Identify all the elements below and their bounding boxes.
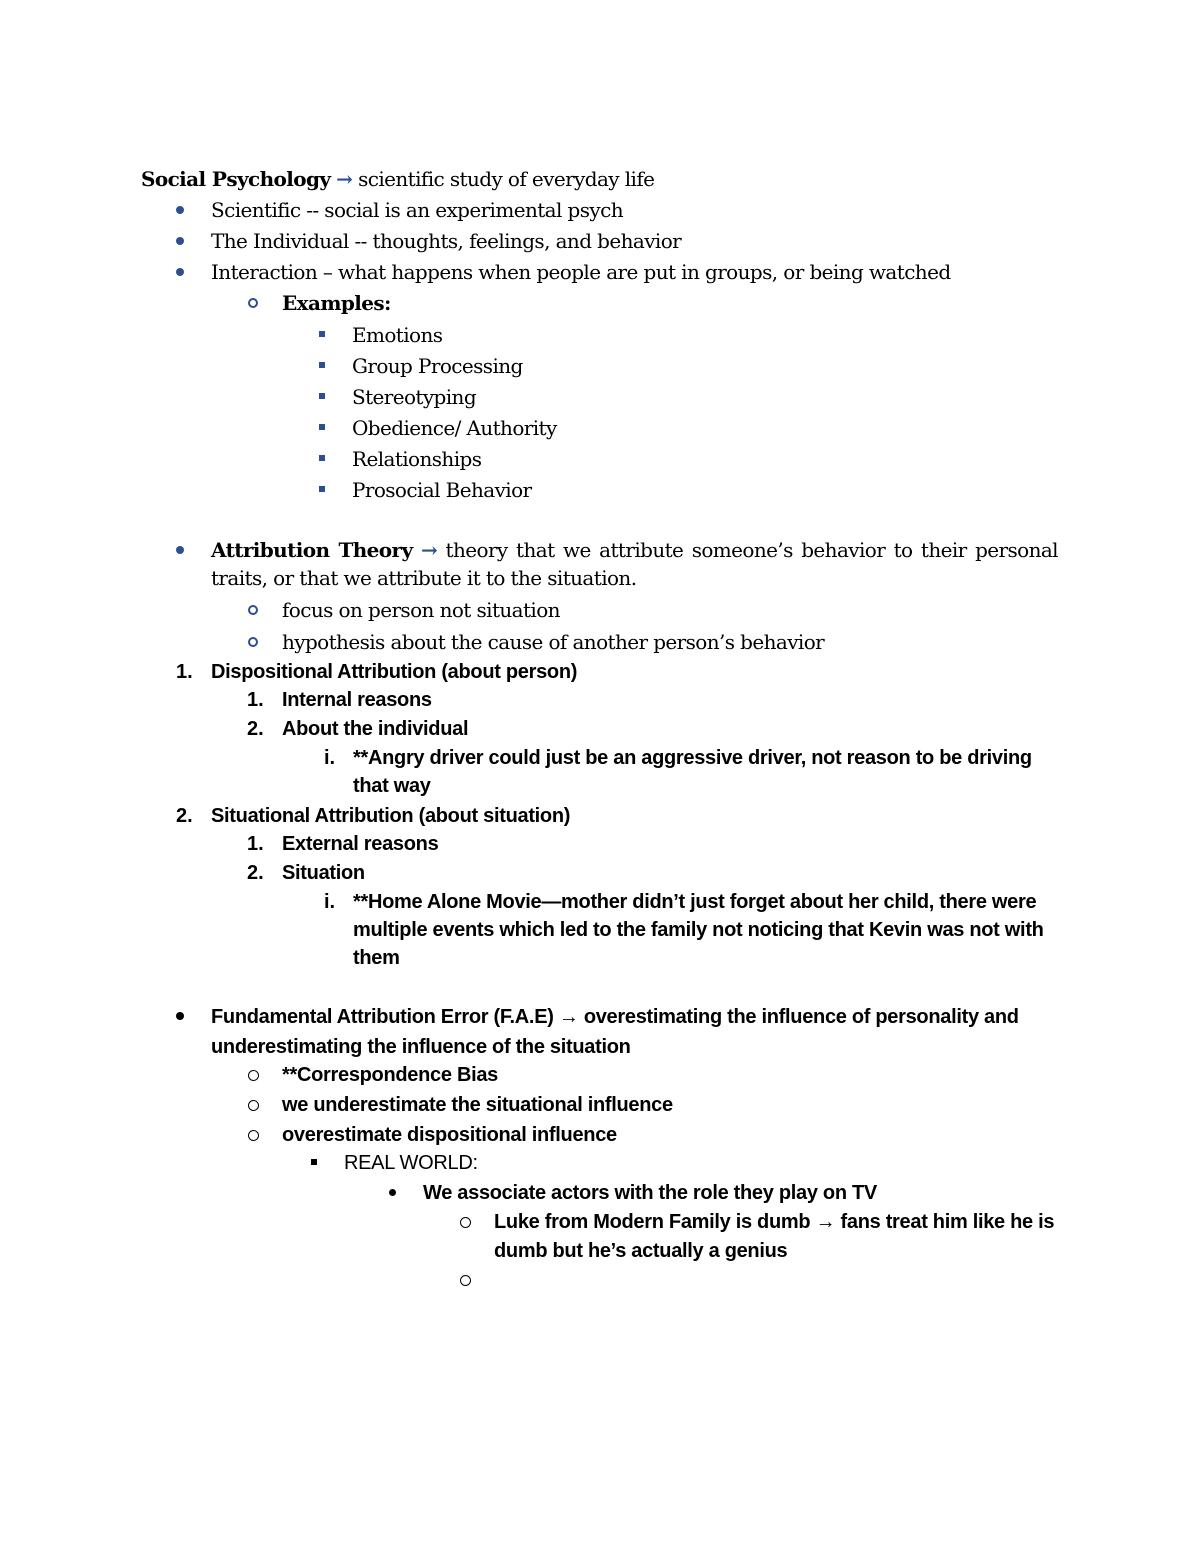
- square-bullet-icon: [319, 393, 325, 399]
- examples-label: Examples:: [282, 291, 391, 315]
- bullet-icon: [176, 237, 184, 245]
- example-text-end: fans treat him like he is dumb but he’s actually a genius: [494, 1211, 1055, 1262]
- square-bullet-icon: [311, 1159, 317, 1165]
- list-number: 1.: [247, 689, 264, 711]
- attribution-paragraph: [211, 536, 1058, 592]
- heading-title: Social Psychology: [141, 167, 331, 191]
- intro-bullet: Interaction – what happens when people are put in groups, or being watched: [211, 260, 951, 284]
- example-item: Emotions: [352, 323, 443, 347]
- example-text-start: Luke from Modern Family is dumb: [494, 1211, 816, 1233]
- square-bullet-icon: [319, 331, 325, 337]
- dispositional-point: Internal reasons: [282, 689, 432, 711]
- bullet-icon: [176, 206, 184, 214]
- square-bullet-icon: [319, 424, 325, 430]
- attribution-subpoint: hypothesis about the cause of another person’s behavior: [282, 630, 825, 654]
- bullet-icon: [389, 1189, 396, 1196]
- example-item: Group Processing: [352, 354, 523, 378]
- list-number: 2.: [247, 718, 264, 740]
- dispositional-example: **Angry driver could just be an aggressive driver, not reason to be driving that way: [353, 747, 1032, 797]
- hollow-bullet-icon: [248, 1130, 259, 1141]
- intro-bullet: The Individual -- thoughts, feelings, and behavior: [211, 229, 682, 253]
- arrow-icon: →: [420, 538, 438, 562]
- square-bullet-icon: [319, 455, 325, 461]
- situational-point: External reasons: [282, 833, 439, 855]
- square-bullet-icon: [319, 362, 325, 368]
- fae-definition: overestimating the influence of personality and underestimating the influence of the situation: [211, 1006, 1019, 1058]
- list-number: i.: [324, 747, 336, 769]
- hollow-bullet-icon: [248, 637, 258, 647]
- attribution-definition: theory that we attribute someone’s behavior to their personal traits, or that we attribute it to the situation.: [211, 538, 1058, 590]
- bullet-icon: [176, 268, 184, 276]
- fae-paragraph: [211, 1002, 1046, 1062]
- arrow-icon: →: [558, 1006, 579, 1028]
- list-number: i.: [324, 891, 336, 913]
- list-number: 2.: [176, 805, 193, 827]
- bullet-icon: [176, 546, 184, 554]
- hollow-bullet-icon: [460, 1217, 471, 1228]
- attribution-term: Attribution Theory: [211, 538, 413, 562]
- situational-example: **Home Alone Movie—mother didn’t just forget about her child, there were multiple events which led to the family not noticing that Kevin was not with them: [353, 891, 1044, 969]
- example-item: Prosocial Behavior: [352, 478, 532, 502]
- situational-point: Situation: [282, 862, 365, 884]
- hollow-bullet-icon: [248, 298, 258, 308]
- example-item: Stereotyping: [352, 385, 477, 409]
- example-item: Obedience/ Authority: [352, 416, 557, 440]
- hollow-bullet-icon: [248, 1070, 259, 1081]
- real-world-label: REAL WORLD:: [344, 1152, 478, 1174]
- intro-bullet: Scientific -- social is an experimental psych: [211, 198, 623, 222]
- fae-subpoint: **Correspondence Bias: [282, 1064, 498, 1086]
- real-world-example: [494, 1208, 1064, 1266]
- list-number: 1.: [247, 833, 264, 855]
- list-number: 1.: [176, 661, 193, 683]
- dispositional-title: Dispositional Attribution (about person): [211, 661, 578, 683]
- fae-term: Fundamental Attribution Error (F.A.E): [211, 1006, 554, 1028]
- hollow-bullet-icon: [248, 1100, 259, 1111]
- attribution-subpoint: focus on person not situation: [282, 598, 560, 622]
- arrow-icon: →: [815, 1211, 836, 1233]
- hollow-bullet-icon: [248, 605, 258, 615]
- fae-subpoint: we underestimate the situational influence: [282, 1094, 673, 1116]
- situational-title: Situational Attribution (about situation): [211, 805, 571, 827]
- real-world-point: We associate actors with the role they play on TV: [423, 1182, 877, 1204]
- heading-definition: scientific study of everyday life: [352, 167, 655, 191]
- example-item: Relationships: [352, 447, 482, 471]
- hollow-bullet-icon: [460, 1275, 471, 1286]
- heading-line: [141, 165, 654, 193]
- fae-subpoint: overestimate dispositional influence: [282, 1124, 617, 1146]
- dispositional-point: About the individual: [282, 718, 469, 740]
- list-number: 2.: [247, 862, 264, 884]
- square-bullet-icon: [319, 486, 325, 492]
- arrow-icon: →: [336, 167, 353, 191]
- bullet-icon: [176, 1012, 184, 1020]
